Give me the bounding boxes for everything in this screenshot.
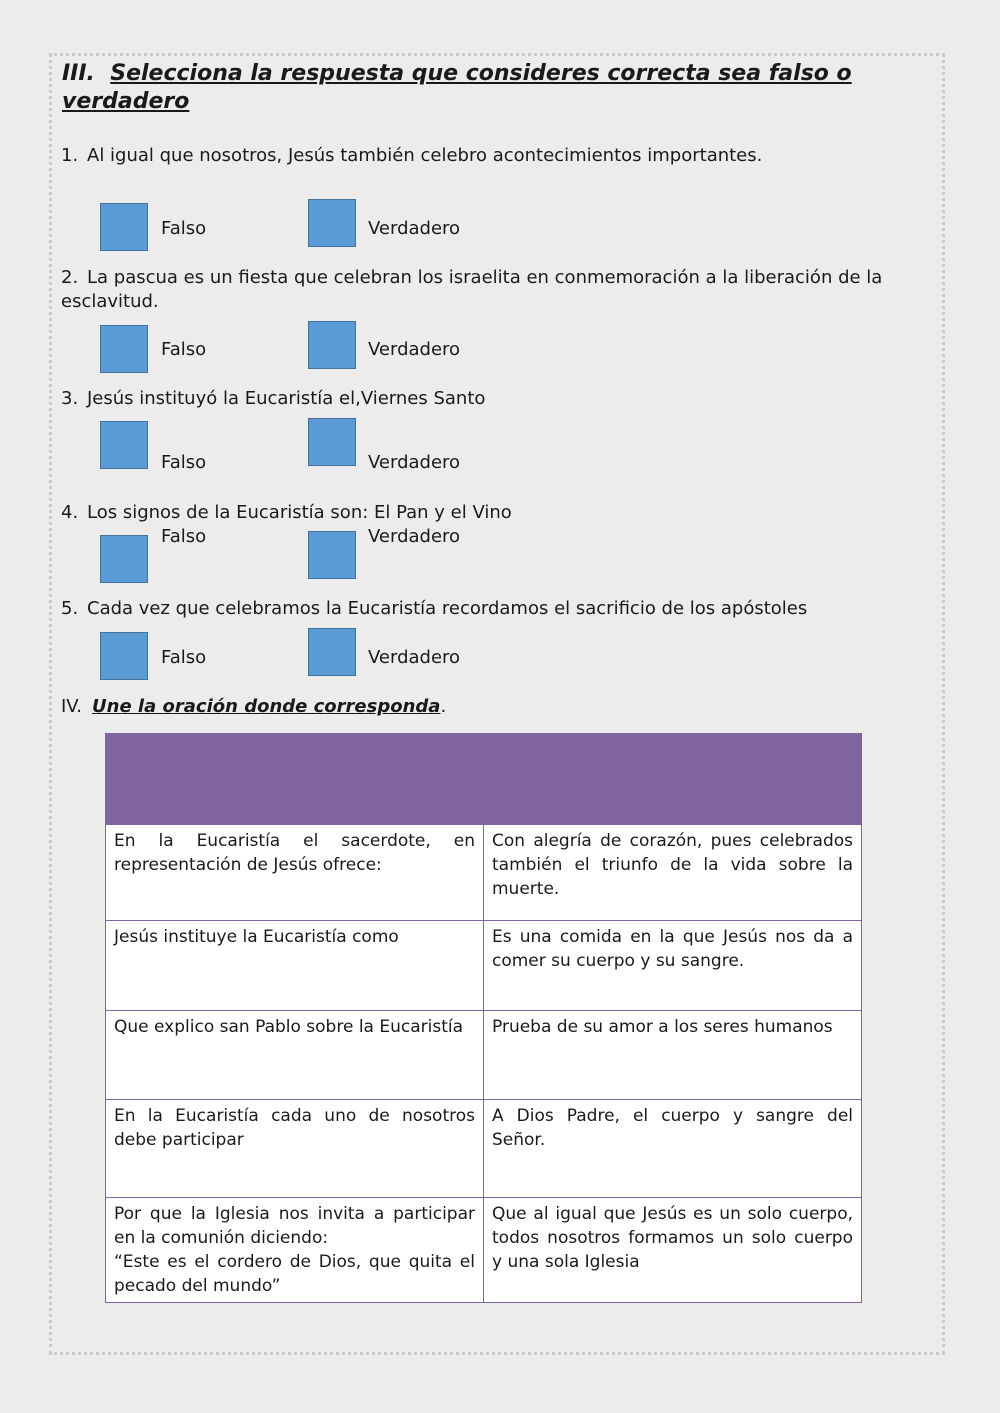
match-left-cell[interactable]: En la Eucaristía el sacerdote, en representación de Jesús ofrece: (106, 825, 484, 921)
q1-true-label: Verdadero (368, 218, 461, 239)
table-header (106, 734, 862, 825)
table-row (106, 1100, 862, 1198)
section-iv-suffix: . (440, 696, 447, 717)
q1-false-checkbox[interactable] (100, 203, 148, 251)
q2-true-label: Verdadero (368, 339, 461, 360)
q5-false-checkbox[interactable] (100, 632, 148, 680)
section-iii-text: Selecciona la respuesta que consideres correcta sea falso o verdadero (62, 61, 852, 114)
match-right-cell[interactable]: Que al igual que Jesús es un solo cuerpo, todos nosotros formamos un solo cuerpo y una sola Iglesia (484, 1198, 862, 1303)
match-left-cell[interactable]: Que explico san Pablo sobre la Eucaristía (106, 1011, 484, 1100)
question-1 (61, 144, 891, 168)
question-text: Cada vez que celebramos la Eucaristía recordamos el sacrificio de los apóstoles (87, 598, 808, 619)
question-number: 3. (61, 388, 79, 409)
question-2 (61, 266, 891, 314)
q2-false-label: Falso (161, 339, 207, 360)
q5-false-label: Falso (161, 647, 207, 668)
question-text: Jesús instituyó la Eucaristía el,Viernes Santo (87, 388, 486, 409)
q1-false-label: Falso (161, 218, 207, 239)
match-right-cell[interactable]: Prueba de su amor a los seres humanos (484, 1011, 862, 1100)
section-iv-text: Une la oración donde corresponda (92, 696, 441, 717)
question-number: 4. (61, 502, 79, 523)
question-text: La pascua es un fiesta que celebran los israelita en conmemoración a la liberación de la esclavitud. (61, 267, 883, 312)
q3-false-checkbox[interactable] (100, 421, 148, 469)
question-number: 5. (61, 598, 79, 619)
q4-true-checkbox[interactable] (308, 531, 356, 579)
match-left-cell[interactable]: Por que la Iglesia nos invita a participar en la comunión diciendo: “Este es el cordero de Dios, que quita el pecado del mundo” (106, 1198, 484, 1303)
section-iv-title (61, 695, 446, 719)
q3-true-label: Verdadero (368, 452, 461, 473)
q2-true-checkbox[interactable] (308, 321, 356, 369)
match-table (105, 733, 862, 1303)
table-row (106, 1198, 862, 1303)
q4-true-label: Verdadero (368, 526, 461, 547)
table-row (106, 921, 862, 1011)
question-text: Al igual que nosotros, Jesús también celebro acontecimientos importantes. (87, 145, 763, 166)
question-number: 2. (61, 267, 79, 288)
question-3 (61, 387, 891, 411)
question-4 (61, 501, 891, 525)
q3-false-label: Falso (161, 452, 207, 473)
q4-false-checkbox[interactable] (100, 535, 148, 583)
match-right-cell[interactable]: Es una comida en la que Jesús nos da a comer su cuerpo y su sangre. (484, 921, 862, 1011)
q4-false-label: Falso (161, 526, 207, 547)
section-iii-title (62, 60, 862, 116)
q1-true-checkbox[interactable] (308, 199, 356, 247)
match-right-cell[interactable]: A Dios Padre, el cuerpo y sangre del Señor. (484, 1100, 862, 1198)
q5-true-checkbox[interactable] (308, 628, 356, 676)
section-iii-number: III. (62, 61, 95, 86)
q3-true-checkbox[interactable] (308, 418, 356, 466)
q2-false-checkbox[interactable] (100, 325, 148, 373)
table-header-row (106, 734, 862, 825)
table-row (106, 1011, 862, 1100)
section-iv-number: IV. (61, 696, 83, 717)
question-number: 1. (61, 145, 79, 166)
question-5 (61, 597, 891, 621)
question-text: Los signos de la Eucaristía son: El Pan y el Vino (87, 502, 512, 523)
match-left-cell[interactable]: En la Eucaristía cada uno de nosotros debe participar (106, 1100, 484, 1198)
table-row (106, 825, 862, 921)
q5-true-label: Verdadero (368, 647, 461, 668)
match-left-cell[interactable]: Jesús instituye la Eucaristía como (106, 921, 484, 1011)
match-right-cell[interactable]: Con alegría de corazón, pues celebrados también el triunfo de la vida sobre la muerte. (484, 825, 862, 921)
